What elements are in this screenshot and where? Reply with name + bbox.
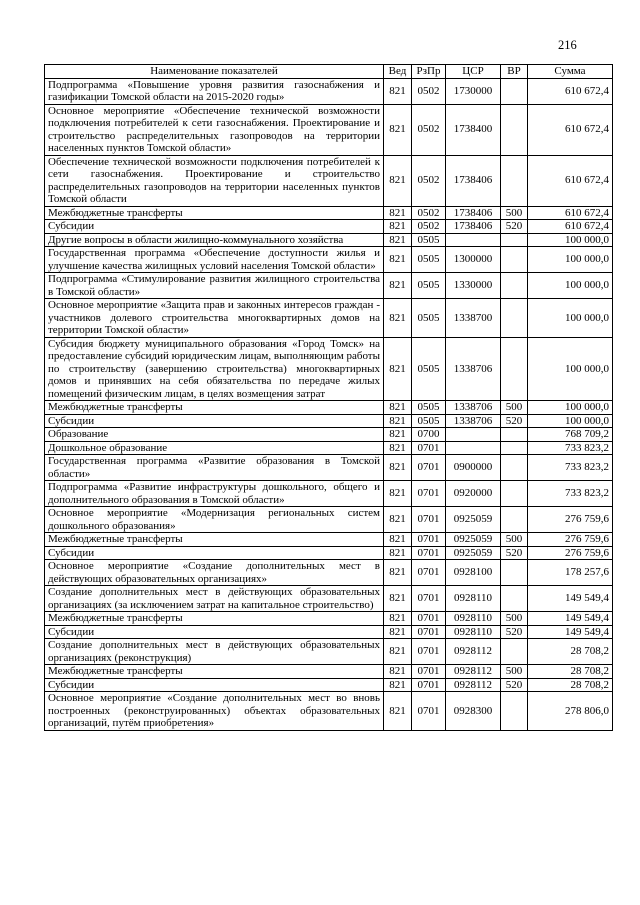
row-csr-cell: 1338700: [446, 299, 501, 338]
row-vr-cell: [501, 155, 528, 206]
row-ved-cell: 821: [384, 507, 412, 533]
row-name-cell: Основное мероприятие «Создание дополнительных мест в действующих образовательных организациях»: [45, 560, 384, 586]
row-rzpr-cell: 0505: [412, 414, 446, 428]
table-row: [45, 586, 613, 612]
row-sum-cell: 28 708,2: [528, 678, 613, 692]
table-row: [45, 155, 613, 206]
row-sum-cell: 149 549,4: [528, 625, 613, 639]
table-row: [45, 273, 613, 299]
row-vr-cell: 500: [501, 665, 528, 679]
column-header-rzpr: РзПр: [412, 65, 446, 79]
table-row: [45, 401, 613, 415]
table-row: [45, 692, 613, 731]
row-name-cell: Субсидии: [45, 546, 384, 560]
row-ved-cell: 821: [384, 586, 412, 612]
row-rzpr-cell: 0505: [412, 401, 446, 415]
table-row: [45, 546, 613, 560]
row-name-cell: Субсидии: [45, 220, 384, 234]
row-ved-cell: 821: [384, 546, 412, 560]
row-rzpr-cell: 0701: [412, 546, 446, 560]
row-ved-cell: 821: [384, 441, 412, 455]
row-csr-cell: 1300000: [446, 247, 501, 273]
row-name-cell: Основное мероприятие «Обеспечение технической возможности подключения потребителей к сети газоснабжения. Проектирование и строительство распределительных газопроводов на территории населенных пунктов Томской области»: [45, 104, 384, 155]
row-rzpr-cell: 0502: [412, 220, 446, 234]
row-csr-cell: 0928112: [446, 678, 501, 692]
row-csr-cell: 0925059: [446, 546, 501, 560]
row-csr-cell: 1738406: [446, 155, 501, 206]
row-vr-cell: [501, 273, 528, 299]
row-name-cell: Создание дополнительных мест в действующих образовательных организациях (за исключением затрат на капитальное строительство): [45, 586, 384, 612]
row-rzpr-cell: 0502: [412, 206, 446, 220]
row-ved-cell: 821: [384, 533, 412, 547]
row-vr-cell: 520: [501, 220, 528, 234]
row-name-cell: Государственная программа «Обеспечение доступности жилья и улучшение качества жилищных условий населения Томской области»: [45, 247, 384, 273]
row-vr-cell: [501, 337, 528, 401]
row-vr-cell: [501, 481, 528, 507]
table-row: [45, 639, 613, 665]
row-sum-cell: 610 672,4: [528, 78, 613, 104]
row-ved-cell: 821: [384, 692, 412, 731]
row-csr-cell: 0928112: [446, 639, 501, 665]
row-csr-cell: 0920000: [446, 481, 501, 507]
row-csr-cell: 0928110: [446, 625, 501, 639]
row-name-cell: Основное мероприятие «Модернизация региональных систем дошкольного образования»: [45, 507, 384, 533]
row-name-cell: Субсидии: [45, 678, 384, 692]
row-vr-cell: [501, 586, 528, 612]
row-rzpr-cell: 0701: [412, 612, 446, 626]
row-ved-cell: 821: [384, 78, 412, 104]
row-sum-cell: 28 708,2: [528, 639, 613, 665]
row-name-cell: Основное мероприятие «Создание дополнительных мест во вновь построенных (реконструированных) объектах образовательных организаций, путём приобретения»: [45, 692, 384, 731]
row-sum-cell: 100 000,0: [528, 233, 613, 247]
row-ved-cell: 821: [384, 428, 412, 442]
row-csr-cell: 0928110: [446, 586, 501, 612]
row-rzpr-cell: 0700: [412, 428, 446, 442]
row-ved-cell: 821: [384, 481, 412, 507]
row-vr-cell: 500: [501, 533, 528, 547]
row-rzpr-cell: 0701: [412, 625, 446, 639]
row-rzpr-cell: 0701: [412, 639, 446, 665]
row-sum-cell: 610 672,4: [528, 206, 613, 220]
row-sum-cell: 149 549,4: [528, 586, 613, 612]
row-vr-cell: [501, 299, 528, 338]
row-name-cell: Межбюджетные трансферты: [45, 206, 384, 220]
row-vr-cell: 500: [501, 401, 528, 415]
row-sum-cell: 610 672,4: [528, 155, 613, 206]
row-sum-cell: 733 823,2: [528, 455, 613, 481]
row-name-cell: Межбюджетные трансферты: [45, 612, 384, 626]
table-row: [45, 247, 613, 273]
row-csr-cell: 1338706: [446, 414, 501, 428]
row-name-cell: Субсидия бюджету муниципального образования «Город Томск» на предоставление субсидий юридическим лицам, выполняющим работы по строительству (завершению строительства) многоквартирных домов и принявших на себя обязательства по передаче жилых помещений физическим лицам, в целях возмещения затрат: [45, 337, 384, 401]
row-ved-cell: 821: [384, 625, 412, 639]
row-vr-cell: 520: [501, 678, 528, 692]
row-name-cell: Обеспечение технической возможности подключения потребителей к сети газоснабжения. Проектирование и строительство распределительных газопроводов на территории населенных пунктов Томской области: [45, 155, 384, 206]
row-csr-cell: 0928100: [446, 560, 501, 586]
row-rzpr-cell: 0502: [412, 155, 446, 206]
table-row: [45, 337, 613, 401]
budget-table: [44, 64, 613, 731]
table-row: [45, 560, 613, 586]
row-vr-cell: [501, 78, 528, 104]
row-name-cell: Подпрограмма «Развитие инфраструктуры дошкольного, общего и дополнительного образования в Томской области»: [45, 481, 384, 507]
row-rzpr-cell: 0701: [412, 441, 446, 455]
row-ved-cell: 821: [384, 104, 412, 155]
row-ved-cell: 821: [384, 155, 412, 206]
row-rzpr-cell: 0701: [412, 665, 446, 679]
row-vr-cell: [501, 692, 528, 731]
column-header-vr: ВР: [501, 65, 528, 79]
row-rzpr-cell: 0505: [412, 299, 446, 338]
row-csr-cell: 0925059: [446, 533, 501, 547]
table-row: [45, 507, 613, 533]
row-ved-cell: 821: [384, 273, 412, 299]
row-csr-cell: [446, 428, 501, 442]
table-row: [45, 233, 613, 247]
row-rzpr-cell: 0701: [412, 507, 446, 533]
row-csr-cell: 1738400: [446, 104, 501, 155]
row-sum-cell: 100 000,0: [528, 401, 613, 415]
row-vr-cell: 520: [501, 546, 528, 560]
row-sum-cell: 100 000,0: [528, 247, 613, 273]
row-sum-cell: 100 000,0: [528, 337, 613, 401]
page-number: 216: [558, 38, 577, 52]
row-csr-cell: 0925059: [446, 507, 501, 533]
table-row: [45, 206, 613, 220]
row-csr-cell: 1330000: [446, 273, 501, 299]
row-vr-cell: 500: [501, 206, 528, 220]
row-name-cell: Подпрограмма «Повышение уровня развития газоснабжения и газификации Томской области на 2015-2020 годы»: [45, 78, 384, 104]
row-sum-cell: 278 806,0: [528, 692, 613, 731]
row-rzpr-cell: 0701: [412, 533, 446, 547]
column-header-name: Наименование показателей: [45, 65, 384, 79]
row-rzpr-cell: 0701: [412, 481, 446, 507]
row-sum-cell: 733 823,2: [528, 441, 613, 455]
row-ved-cell: 821: [384, 337, 412, 401]
row-name-cell: Основное мероприятие «Защита прав и законных интересов граждан - участников долевого строительства многоквартирных домов на территории Томской области»: [45, 299, 384, 338]
row-rzpr-cell: 0505: [412, 337, 446, 401]
column-header-sum: Сумма: [528, 65, 613, 79]
row-name-cell: Другие вопросы в области жилищно-коммунального хозяйства: [45, 233, 384, 247]
table-row: [45, 428, 613, 442]
row-sum-cell: 28 708,2: [528, 665, 613, 679]
row-name-cell: Субсидии: [45, 414, 384, 428]
row-vr-cell: [501, 455, 528, 481]
row-vr-cell: [501, 639, 528, 665]
row-rzpr-cell: 0701: [412, 560, 446, 586]
row-sum-cell: 100 000,0: [528, 273, 613, 299]
row-name-cell: Межбюджетные трансферты: [45, 401, 384, 415]
row-name-cell: Дошкольное образование: [45, 441, 384, 455]
row-ved-cell: 821: [384, 233, 412, 247]
table-row: [45, 441, 613, 455]
table-row: [45, 665, 613, 679]
row-rzpr-cell: 0505: [412, 233, 446, 247]
row-sum-cell: 100 000,0: [528, 299, 613, 338]
row-sum-cell: 100 000,0: [528, 414, 613, 428]
table-row: [45, 414, 613, 428]
row-name-cell: Межбюджетные трансферты: [45, 533, 384, 547]
row-vr-cell: 520: [501, 625, 528, 639]
row-csr-cell: 1738406: [446, 206, 501, 220]
row-csr-cell: 0928112: [446, 665, 501, 679]
table-row: [45, 299, 613, 338]
row-rzpr-cell: 0701: [412, 586, 446, 612]
row-vr-cell: 500: [501, 612, 528, 626]
row-ved-cell: 821: [384, 455, 412, 481]
row-rzpr-cell: 0701: [412, 455, 446, 481]
row-ved-cell: 821: [384, 678, 412, 692]
row-csr-cell: [446, 233, 501, 247]
row-ved-cell: 821: [384, 560, 412, 586]
row-vr-cell: [501, 441, 528, 455]
table-row: [45, 78, 613, 104]
table-header-row: [45, 65, 613, 79]
table-row: [45, 104, 613, 155]
row-ved-cell: 821: [384, 401, 412, 415]
row-name-cell: Государственная программа «Развитие образования в Томской области»: [45, 455, 384, 481]
row-ved-cell: 821: [384, 220, 412, 234]
row-rzpr-cell: 0701: [412, 678, 446, 692]
row-csr-cell: 1338706: [446, 337, 501, 401]
column-header-csr: ЦСР: [446, 65, 501, 79]
row-sum-cell: 276 759,6: [528, 507, 613, 533]
row-rzpr-cell: 0505: [412, 273, 446, 299]
row-rzpr-cell: 0505: [412, 247, 446, 273]
row-csr-cell: [446, 441, 501, 455]
row-ved-cell: 821: [384, 299, 412, 338]
row-rzpr-cell: 0502: [412, 78, 446, 104]
row-csr-cell: 0928300: [446, 692, 501, 731]
row-ved-cell: 821: [384, 639, 412, 665]
row-ved-cell: 821: [384, 247, 412, 273]
row-ved-cell: 821: [384, 665, 412, 679]
row-ved-cell: 821: [384, 414, 412, 428]
row-rzpr-cell: 0701: [412, 692, 446, 731]
column-header-ved: Вед: [384, 65, 412, 79]
row-vr-cell: [501, 428, 528, 442]
table-row: [45, 612, 613, 626]
row-vr-cell: [501, 560, 528, 586]
table-row: [45, 481, 613, 507]
row-csr-cell: 0900000: [446, 455, 501, 481]
row-vr-cell: [501, 233, 528, 247]
row-name-cell: Создание дополнительных мест в действующих образовательных организациях (реконструкция): [45, 639, 384, 665]
row-sum-cell: 149 549,4: [528, 612, 613, 626]
row-name-cell: Межбюджетные трансферты: [45, 665, 384, 679]
row-csr-cell: 0928110: [446, 612, 501, 626]
row-name-cell: Субсидии: [45, 625, 384, 639]
table-row: [45, 220, 613, 234]
row-sum-cell: 610 672,4: [528, 220, 613, 234]
row-csr-cell: 1730000: [446, 78, 501, 104]
row-vr-cell: 520: [501, 414, 528, 428]
row-vr-cell: [501, 104, 528, 155]
row-name-cell: Образование: [45, 428, 384, 442]
row-sum-cell: 733 823,2: [528, 481, 613, 507]
row-vr-cell: [501, 507, 528, 533]
row-csr-cell: 1338706: [446, 401, 501, 415]
row-ved-cell: 821: [384, 612, 412, 626]
row-sum-cell: 768 709,2: [528, 428, 613, 442]
row-vr-cell: [501, 247, 528, 273]
row-ved-cell: 821: [384, 206, 412, 220]
row-name-cell: Подпрограмма «Стимулирование развития жилищного строительства в Томской области»: [45, 273, 384, 299]
row-sum-cell: 610 672,4: [528, 104, 613, 155]
row-sum-cell: 276 759,6: [528, 533, 613, 547]
row-csr-cell: 1738406: [446, 220, 501, 234]
row-rzpr-cell: 0502: [412, 104, 446, 155]
table-row: [45, 533, 613, 547]
row-sum-cell: 276 759,6: [528, 546, 613, 560]
table-row: [45, 678, 613, 692]
row-sum-cell: 178 257,6: [528, 560, 613, 586]
table-row: [45, 455, 613, 481]
table-row: [45, 625, 613, 639]
